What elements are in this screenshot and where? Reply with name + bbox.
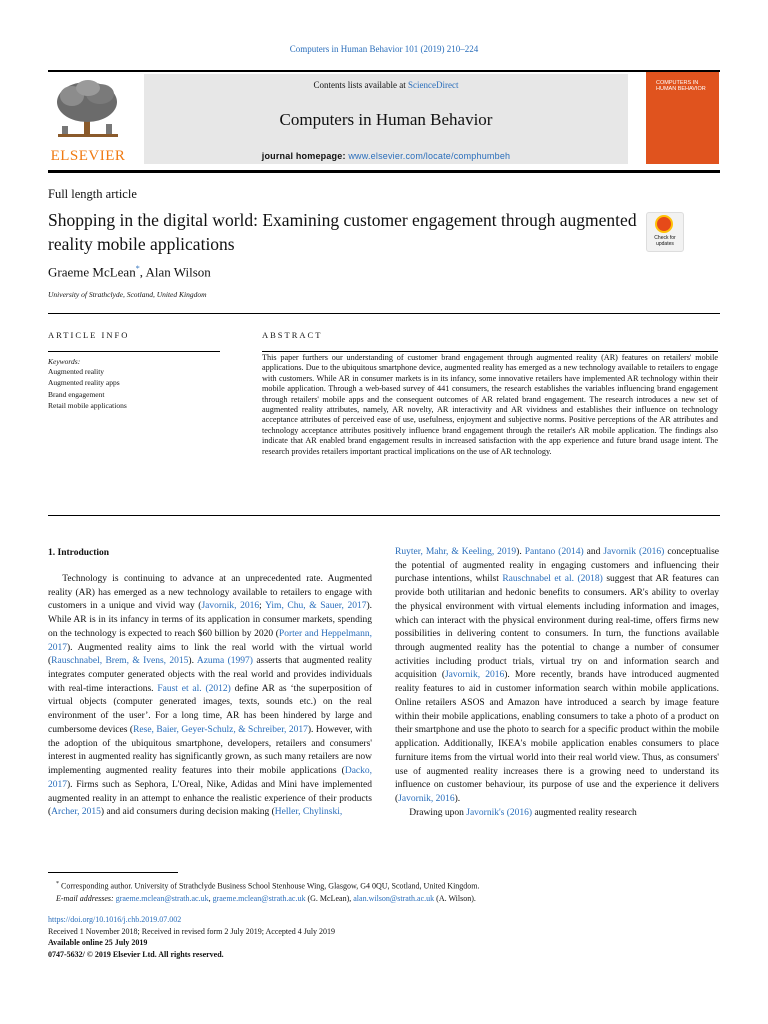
- homepage-link[interactable]: www.elsevier.com/locate/comphumbeh: [348, 151, 511, 161]
- abstract-rule: [262, 351, 718, 352]
- citation-link[interactable]: Faust et al. (2012): [157, 683, 231, 694]
- abstract-text: This paper furthers our understanding of customer brand engagement through augmented reality (AR) features on retailers' mobile applications. Due to the ubiquitous smartphone device, augmented reality has emerged as a new technology available to retailers to engage with customers. While AR in consumer markets is in its infancy, some innovative retailers have implemented AR technology within their mobile application. Through a web-based survey of 441 consumers, the research establishes the variables influencing brand engagement through retailers' mobile apps and the consequent outcomes of AR related brand engagement. The research introduces a new set of augmented reality attributes, namely, AR novelty, AR interactivity and AR vividness and establishes their influence on technology acceptance attributes of perceived ease of use, usefulness, enjoyment and subjective norms. Positive perceptions of the AR attributes and technology acceptance attributes positively influence brand engagement through the retailer's AR mobile application. The findings also indicate that AR enabled brand engagement results in increased satisfaction with the app experience and future brand usage intent. The research provides retailers important practical implications on the use of AR technology.: [262, 353, 718, 456]
- text-run: ).: [454, 793, 461, 804]
- citation-link[interactable]: Dacko, 2017: [48, 766, 372, 790]
- header-top-rule: [48, 70, 720, 72]
- doi-link[interactable]: https://doi.org/10.1016/j.chb.2019.07.002: [48, 915, 182, 924]
- email-link[interactable]: alan.wilson@strath.ac.uk: [353, 893, 435, 903]
- footnote-rule: [48, 872, 178, 873]
- journal-citation[interactable]: Computers in Human Behavior 101 (2019) 210–224: [289, 44, 479, 54]
- citation-link[interactable]: Javornik's (2016): [466, 807, 533, 818]
- email-label: E-mail addresses:: [56, 893, 116, 903]
- contents-prefix: Contents lists available at: [313, 80, 408, 90]
- citation-link[interactable]: Porter and Heppelmann, 2017: [48, 628, 372, 653]
- text-run: ).: [188, 656, 197, 667]
- text-run: ). Firms such as Sephora, L'Oreal, Nike, Adidas and Mini have implemented augmented reality in an attempt to enhance the realistic experience of their products (: [48, 779, 372, 818]
- text-run: (A. Wilson).: [434, 893, 476, 903]
- text-run: and: [583, 547, 604, 557]
- article-meta: [48, 914, 335, 960]
- text-run: ). Augmented reality aims to link the real world with the virtual world (: [48, 642, 372, 667]
- citation-link[interactable]: Rauschnabel et al. (2018): [502, 574, 603, 585]
- corresponding-author-mark[interactable]: *: [135, 264, 140, 273]
- author-name: Graeme McLean: [48, 264, 136, 280]
- affiliation: University of Strathclyde, Scotland, United Kingdom: [48, 290, 207, 299]
- available-online: Available online 25 July 2019: [48, 938, 148, 948]
- keyword: Brand engagement: [48, 390, 105, 399]
- text-run: define AR as ‘the superposition of virtual objects (computer generated images, texts, sounds etc.) on the real environment of the user’. For a long time, AR has been hindered by large and cumbersome devices (: [48, 683, 372, 735]
- article-type: Full length article: [48, 187, 137, 201]
- text-run: asserts that augmented reality integrates computer generated objects with the real world and provides individuals with real-time interactions.: [48, 656, 372, 694]
- corresponding-author-footnote: [56, 880, 736, 905]
- citation-link[interactable]: Yim, Chu, & Sauer, 2017: [265, 601, 367, 612]
- sciencedirect-link[interactable]: ScienceDirect: [408, 80, 459, 90]
- text-run: ) and aid consumers during decision making (: [100, 807, 275, 818]
- text-run: ,: [208, 893, 213, 903]
- email-link[interactable]: graeme.mclean@strath.ac.uk: [212, 893, 306, 903]
- text-run: ). However, with the adoption of the ubiquitous smartphone, developers, retailers and consumers' interest in augmented reality has significantly grown, as such many retailers are now implementing augmented reality features into their mobile applications (: [48, 724, 372, 777]
- author-list: [48, 264, 211, 280]
- email-link[interactable]: graeme.mclean@strath.ac.uk: [115, 893, 209, 903]
- footnote-mark: *: [56, 881, 59, 887]
- received-dates: Received 1 November 2018; Received in revised form 2 July 2019; Accepted 4 July 2019: [48, 926, 336, 936]
- article-info-rule: [48, 351, 220, 352]
- abstract-bottom-rule: [48, 515, 720, 516]
- intro-paragraph-continued: [395, 546, 719, 820]
- citation-link[interactable]: Ruyter, Mahr, & Keeling, 2019: [395, 547, 517, 557]
- elsevier-tree-logo: [48, 76, 128, 146]
- intro-paragraph: [48, 573, 372, 820]
- check-updates-label: Check for updates: [654, 235, 676, 247]
- author-name: , Alan Wilson: [139, 264, 211, 280]
- citation-link[interactable]: Archer, 2015: [51, 807, 101, 818]
- text-run: augmented reality research: [532, 807, 637, 818]
- header-bottom-rule: [48, 170, 720, 173]
- citation-link[interactable]: Javornik (2016): [603, 547, 665, 557]
- text-run: ). More recently, brands have introduced augmented reality features to aid in customer information search within mobile applications. Online retailers ASOS and Amazon have introduced a search by image feature within their mobile applications, enabling consumers to take a photo of a product on their smartphone and use the photo to search for a specific product within the mobile application. Additionally, IKEA's mobile application enables consumers to place furniture items from the virtual world into their real world view. Thus, as consumers' use of augmented reality increases there is a growing need to understand its influence on customer behaviour, its purpose of use and the experience it delivers (: [395, 670, 719, 804]
- text-run: suggest that AR features can provide both utilitarian and hedonic benefits to consumers. AR's ability to overlay the physical environment with virtual elements including information and images, which can interact with the physical environment during real-time, offers firms new possibilities in delivering content to consumers. In turn, the functions available through augmented reality has the potential to change a number of consumer activities including product trials, virtual try on and information search and acquisition (: [395, 574, 719, 681]
- elsevier-wordmark: ELSEVIER: [50, 148, 126, 164]
- contents-line: [144, 80, 628, 90]
- journal-homepage-line: [144, 151, 628, 161]
- homepage-prefix: journal homepage:: [261, 151, 349, 161]
- citation-link[interactable]: Heller, Chylinski,: [274, 807, 343, 818]
- text-run: (G. McLean),: [305, 893, 354, 903]
- citation-link[interactable]: Javornik, 2016: [201, 601, 260, 612]
- cover-title: COMPUTERS IN HUMAN BEHAVIOR: [656, 80, 706, 93]
- citation-link[interactable]: Javornik, 2016: [398, 793, 455, 804]
- copyright: 0747-5632/ © 2019 Elsevier Ltd. All rights reserved.: [48, 949, 224, 959]
- text-run: ). While AR is in its infancy in terms of its application in consumer markets, spending on the technology is expected to reach $60 billion by 2020 (: [48, 601, 373, 639]
- section-heading-introduction: 1. Introduction: [48, 548, 110, 558]
- text-run: Technology is continuing to advance at an unprecedented rate. Augmented reality (AR) has emerged as a new technology available to retailers to engage with customers in a unique and vivid way (: [48, 574, 372, 612]
- abstract-heading: ABSTRACT: [262, 330, 323, 340]
- text-run: conceptualise the potential of augmented reality in engaging customers and influencing their purchase intentions, whilst: [395, 547, 720, 585]
- text-run: Drawing upon: [409, 807, 467, 818]
- text-run: ).: [516, 547, 525, 557]
- keyword: Augmented reality apps: [48, 378, 120, 387]
- citation-link[interactable]: Javornik, 2016: [444, 670, 505, 681]
- journal-title: Computers in Human Behavior: [279, 110, 493, 129]
- text-run: ;: [259, 601, 266, 612]
- citation-link[interactable]: Rauschnabel, Brem, & Ivens, 2015: [51, 656, 189, 667]
- check-updates-icon: [655, 215, 673, 233]
- citation-link[interactable]: Pantano (2014): [524, 547, 584, 557]
- footnote-text: Corresponding author. University of Strathclyde Business School Stenhouse Wing, Glasgow, G4 0QU, Scotland, United Kingdom.: [59, 881, 480, 891]
- article-title: Shopping in the digital world: Examining customer engagement through augmented reality mobile applications: [48, 210, 637, 254]
- article-info-heading: ARTICLE INFO: [48, 330, 130, 340]
- keyword: Augmented reality: [48, 367, 105, 376]
- keyword: Retail mobile applications: [48, 401, 127, 410]
- affiliation-rule: [48, 313, 720, 314]
- citation-link[interactable]: Azuma (1997): [196, 656, 253, 667]
- keywords-label: Keywords:: [48, 357, 81, 366]
- citation-link[interactable]: Rese, Baier, Geyer-Schulz, & Schreiber, 2017: [133, 724, 308, 735]
